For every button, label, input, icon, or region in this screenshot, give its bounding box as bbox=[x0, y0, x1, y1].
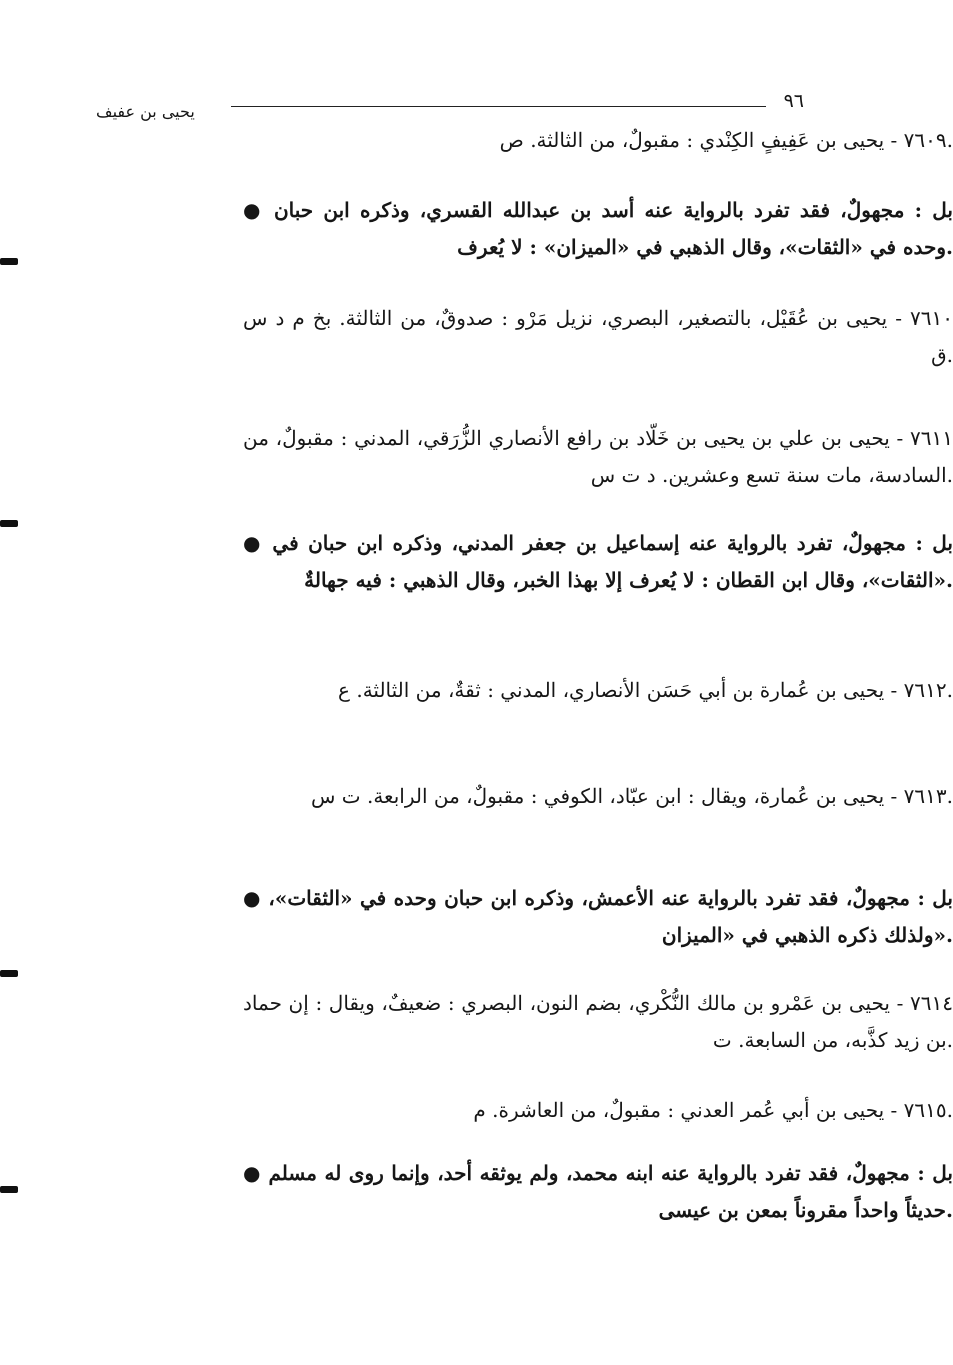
page-header bbox=[96, 86, 804, 124]
entry-7610: ٧٦١٠ - يحيى بن عُقَيْل، بالتصغير، البصري، نزيل مَرْو : صدوقٌ، من الثالثة. بخ م د س ق. bbox=[243, 306, 953, 367]
header-rule bbox=[231, 106, 766, 107]
entry-7612: ٧٦١٢ - يحيى بن عُمارة بن أبي حَسَن الأنصاري، المدني : ثقةٌ، من الثالثة. ع. bbox=[338, 678, 953, 702]
entry-7613: ٧٦١٣ - يحيى بن عُمارة، ويقال : ابن عبّاد، الكوفي : مقبولٌ، من الرابعة. ت س. bbox=[311, 784, 953, 808]
entry-7609: ٧٦٠٩ - يحيى بن عَفِيفٍ الكِنْدي : مقبولٌ، من الثالثة. ص. bbox=[499, 128, 953, 152]
page-number: ٩٦ bbox=[783, 90, 804, 112]
entry-7611: ٧٦١١ - يحيى بن علي بن يحيى بن خَلّاد بن رافع الأنصاري الزُّرَقي، المدني : مقبولٌ، من السادسة، مات سنة تسع وعشرين. د ت س. bbox=[243, 426, 953, 487]
scan-mark bbox=[0, 258, 18, 265]
entry-7614: ٧٦١٤ - يحيى بن عَمْرو بن مالك النُّكْري، بضم النون، البصري : ضعيفٌ، ويقال : إن حماد بن زيد كذَّبه، من السابعة. ت. bbox=[243, 991, 953, 1052]
scan-mark bbox=[0, 970, 18, 977]
scan-mark bbox=[0, 1186, 18, 1193]
running-title: يحيى بن عفيف bbox=[96, 102, 195, 121]
comment-7611: ● بل : مجهولٌ، تفرد بالرواية عنه إسماعيل بن جعفر المدني، وذكره ابن حبان في «الثقات»، وقال ابن القطان : لا يُعرف إلا بهذا الخبر، وقال الذهبي : فيه جهالةٌ. bbox=[243, 531, 953, 592]
page bbox=[96, 86, 804, 124]
comment-7615: ● بل : مجهولٌ، فقد تفرد بالرواية عنه ابنه محمد، ولم يوثقه أحد، وإنما روى له مسلم حديثاً واحداً مقروناً بمعن بن عيسى. bbox=[243, 1161, 953, 1222]
entry-7615: ٧٦١٥ - يحيى بن أبي عُمر العدني : مقبولٌ، من العاشرة. م. bbox=[473, 1098, 953, 1122]
comment-7609: ● بل : مجهولٌ، فقد تفرد بالرواية عنه أسد بن عبدالله القسري، وذكره ابن حبان وحده في «الثقات»، وقال الذهبي في «الميزان» : لا يُعرف. bbox=[243, 198, 953, 259]
scan-mark bbox=[0, 520, 18, 527]
comment-7613: ● بل : مجهولٌ، فقد تفرد بالرواية عنه الأعمش، وذكره ابن حبان وحده في «الثقات»، ولذلك ذكره الذهبي في «الميزان». bbox=[243, 886, 953, 947]
